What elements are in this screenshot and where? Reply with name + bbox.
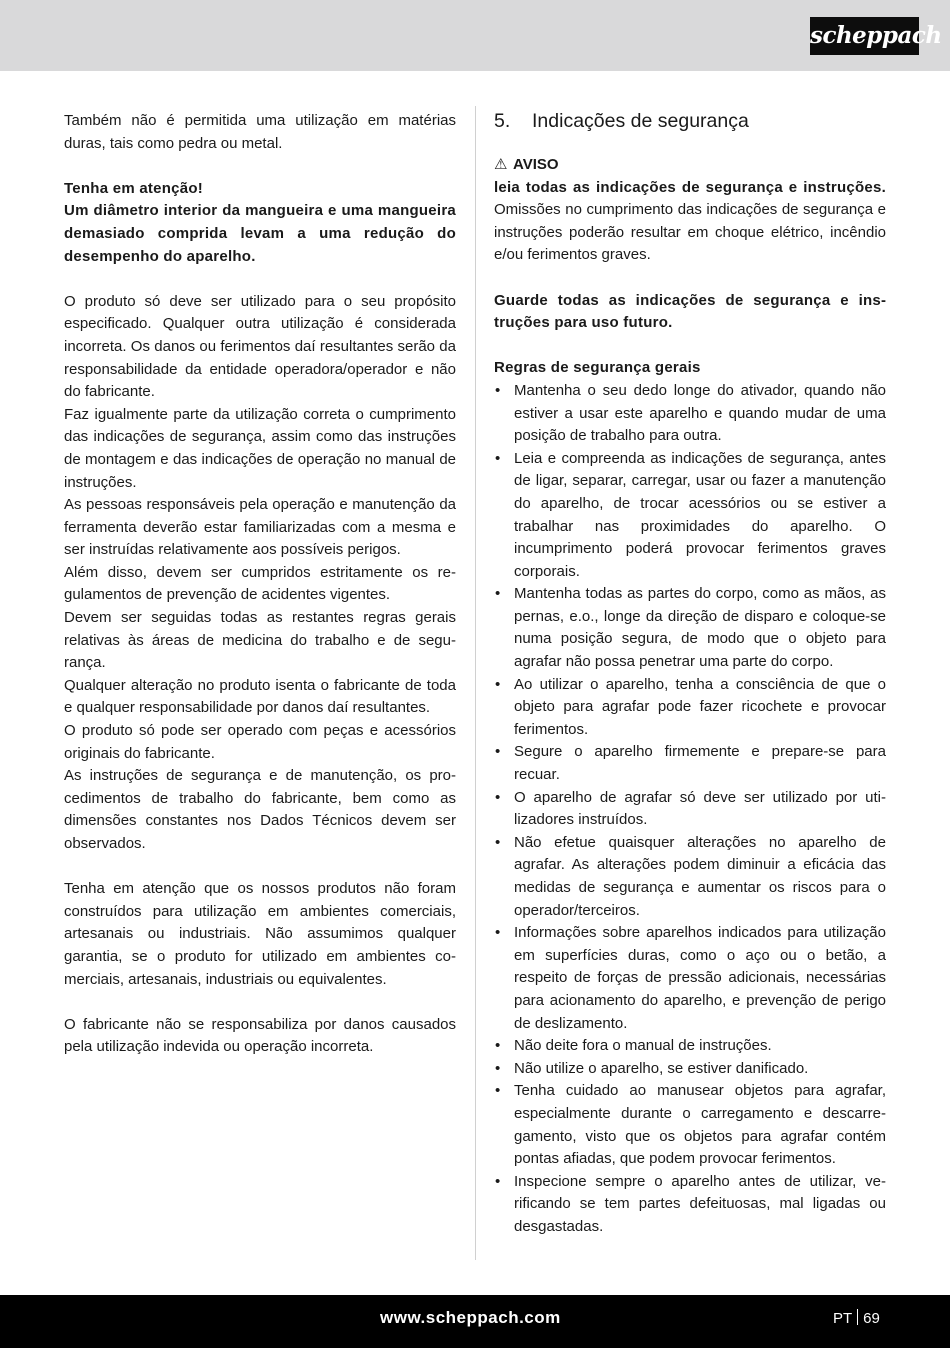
safety-rules-list [494, 380, 886, 1239]
right-column [494, 110, 886, 1239]
left-column [64, 110, 456, 1059]
safety-rule-item [494, 674, 886, 742]
safety-rule-item [494, 1171, 886, 1239]
bullet-icon: • [495, 924, 501, 942]
usage-paragraph: Qualquer alteração no produto isenta o fabricante de toda e qualquer responsabilidade por danos daí resultantes. [64, 676, 456, 717]
bullet-icon: • [495, 1059, 501, 1077]
safety-rule-text: Mantenha todas as partes do corpo, como as mãos, as pernas, e.o., longe da direção de disparo e coloque-se numa posição segura, de modo que o objeto para agrafar não possa penetrar uma parte do corpo. [514, 585, 886, 671]
safety-rule-item [494, 922, 886, 1035]
usage-paragraph: Além disso, devem ser cumpridos estritamente os regulamentos de prevenção de acidentes vigentes. [64, 563, 456, 604]
warning-heading [494, 154, 886, 177]
warning-paragraph [494, 177, 886, 267]
usage-paragraph: As pessoas responsáveis pela operação e manutenção da ferramenta deverão estar familiarizadas com a mesma e ser instruídas relativamente aos possíveis perigos. [64, 496, 456, 559]
safety-rule-text: Tenha cuidado ao manusear objetos para agrafar, especialmente durante o carregamento e descarregamento, visto que os objetos para agrafar contém pontas afiadas, que podem provocar ferimentos. [514, 1082, 886, 1168]
note-text: Um diâmetro interior da mangueira e uma mangueira demasiado comprida levam a uma redução do desempenho do aparelho. [64, 202, 456, 265]
page-footer [0, 1295, 950, 1348]
safety-rule-text: Inspecione sempre o aparelho antes de utilizar, verificando se tem partes defeituosas, mal ligadas ou desgastadas. [514, 1172, 886, 1235]
column-divider [475, 106, 476, 1260]
keep-instructions-note: Guarde todas as indicações de segurança e instruções para uso futuro. [494, 291, 886, 332]
safety-rule-item [494, 583, 886, 673]
rules-heading: Regras de segurança gerais [494, 359, 701, 377]
safety-rule-item [494, 741, 886, 786]
safety-rule-text: Mantenha o seu dedo longe do ativador, quando não estiver a usar este aparelho e quando mudar de uma posição de trabalho para outra. [514, 381, 886, 445]
usage-paragraph: O produto só deve ser utilizado para o seu propósito especificado. Qualquer outra utilização é considerada incorreta. Os danos ou ferimentos daí resultantes serão da responsabilidade da entidade operadora/operador e não do fabricante. [64, 292, 456, 401]
usage-paragraph: O produto só pode ser operado com peças e acessórios originais do fabricante. [64, 722, 456, 762]
safety-rule-item [494, 832, 886, 922]
scheppach-logo: scheppach [810, 17, 919, 55]
warning-bold-text: leia todas as indicações de segurança e instruções. [494, 178, 886, 196]
safety-rule-text: Não utilize o aparelho, se estiver danificado. [514, 1059, 809, 1077]
bullet-icon: • [495, 449, 501, 467]
commercial-use-note: Tenha em atenção que os nossos produtos não foram construídos para utilização em ambientes comerciais, artesanais ou industriais. Não assumimos qualquer garantia, se o produto for utilizado em ambientes comerciais, artesanais, industriais ou equivalentes. [64, 880, 456, 988]
safety-rule-item [494, 787, 886, 832]
safety-rule-text: Leia e compreenda as indicações de segurança, antes de ligar, separar, carregar, usar ou fazer a manutenção do aparelho, de trocar acessórios ou se estiver a trabalhar nas proximidades do aparelho. O incumprimento poderá provocar ferimentos graves corporais. [514, 449, 886, 580]
section-title: Indicações de segurança [532, 110, 749, 132]
intro-paragraph: Também não é permitida uma utilização em matérias duras, tais como pedra ou metal. [64, 112, 456, 152]
warning-triangle-icon: ⚠ [494, 156, 508, 173]
usage-paragraph: Faz igualmente parte da utilização correta o cumprimento das indicações de segurança, assim como das instruções de montagem e das indicações de operação no manual de instruções. [64, 405, 456, 491]
safety-rule-text: O aparelho de agrafar só deve ser utilizado por utilizadores instruídos. [514, 788, 886, 829]
bullet-icon: • [495, 743, 501, 761]
section-number: 5. [494, 110, 511, 132]
page-number: 69 [863, 1310, 880, 1327]
warning-label: AVISO [513, 156, 559, 173]
section-heading [494, 110, 886, 132]
safety-rule-text: Não efetue quaisquer alterações no aparelho de agrafar. As alterações podem diminuir a eficácia das medidas de segurança e aumentar os riscos para o operador/terceiros. [514, 833, 886, 919]
safety-rule-text: Ao utilizar o aparelho, tenha a consciência de que o objeto para agrafar pode fazer ricochete e provocar ferimentos. [514, 675, 886, 738]
safety-rule-item [494, 448, 886, 584]
note-title: Tenha em atenção! [64, 179, 204, 197]
bullet-icon: • [495, 381, 501, 399]
safety-rule-text: Segure o aparelho firmemente e prepare-se para recuar. [514, 743, 886, 784]
safety-rule-text: Informações sobre aparelhos indicados para utilização em superfícies duras, como o aço ou o betão, a respeito de forças de pressão adicionais, necessárias para acionamento do aparelho, e prevenção de perigo de deslizamento. [514, 924, 886, 1032]
bullet-icon: • [495, 833, 501, 851]
bullet-icon: • [495, 1172, 501, 1190]
safety-rule-item [494, 380, 886, 448]
language-code: PT [833, 1310, 853, 1327]
bullet-icon: • [495, 585, 501, 603]
safety-rule-item [494, 1035, 886, 1058]
page-indicator [833, 1309, 880, 1327]
liability-note: O fabricante não se responsabiliza por danos causados pela utilização indevida ou operação incorreta. [64, 1015, 456, 1056]
usage-paragraph: Devem ser seguidas todas as restantes regras gerais relativas às áreas de medicina do trabalho e de segurança. [64, 609, 456, 672]
warning-text: Omissões no cumprimento das indicações de segurança e instruções poderão resultar em choque elétrico, incêndio e/ou ferimentos graves. [494, 201, 886, 264]
usage-paragraph: As instruções de segurança e de manutenção, os procedimentos de trabalho do fabricante, bem como as dimensões constantes nos Dados Técnicos devem ser observados. [64, 767, 456, 852]
bullet-icon: • [495, 675, 501, 693]
safety-rule-item [494, 1058, 886, 1081]
bullet-icon: • [495, 1037, 501, 1055]
bullet-icon: • [495, 1082, 501, 1100]
safety-rule-item [494, 1080, 886, 1170]
page-header [0, 0, 950, 71]
bullet-icon: • [495, 788, 501, 806]
safety-rule-text: Não deite fora o manual de instruções. [514, 1037, 772, 1055]
website-url: www.scheppach.com [380, 1308, 561, 1327]
page-separator [857, 1309, 858, 1325]
